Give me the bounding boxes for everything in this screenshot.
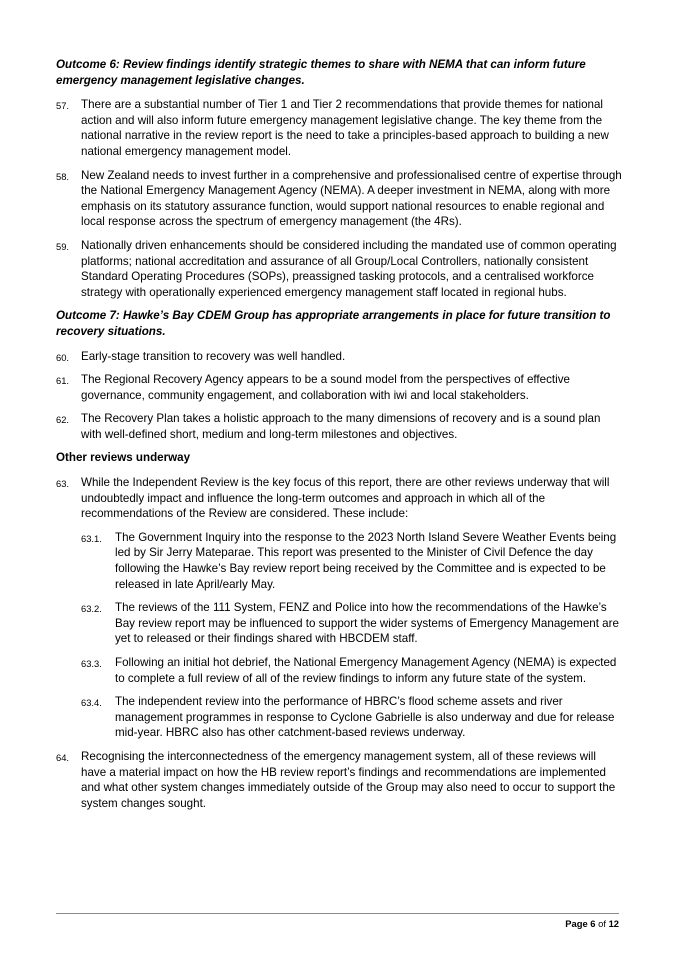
paragraph-text: While the Independent Review is the key focus of this report, there are other reviews underway that will undoubtedly impact and influence the long-term outcomes and approach in which all of the recommendations of the Review are considered. These include:: [81, 476, 610, 521]
paragraph-number: 61.: [56, 375, 70, 387]
subparagraph-text: The reviews of the 111 System, FENZ and Police into how the recommendations of the Hawke’s Bay review report may be influenced to support the wider systems of Emergency Management are yet to released or their findings shared with HBCDEM staff.: [115, 601, 619, 646]
subparagraph-text: The independent review into the performance of HBRC’s flood scheme assets and river management programmes in response to Cyclone Gabrielle is also underway and due for release mid-year. HBRC also has other catchment-based reviews underway.: [115, 695, 615, 740]
paragraph-59: [56, 238, 622, 300]
page-number: 6: [590, 918, 596, 929]
paragraph-number: 57.: [56, 100, 70, 112]
footer-divider: [56, 913, 619, 914]
paragraph-number: 58.: [56, 170, 70, 182]
paragraph-63-4: [56, 694, 622, 741]
paragraph-number: 59.: [56, 240, 70, 252]
page-label: Page: [565, 918, 588, 929]
page-footer: [565, 918, 619, 929]
of-label: of: [598, 918, 606, 929]
paragraph-text: Early-stage transition to recovery was well handled.: [81, 349, 346, 363]
paragraph-57: [56, 97, 622, 159]
paragraph-58: [56, 168, 622, 230]
outcome-7-heading: Outcome 7: Hawke’s Bay CDEM Group has appropriate arrangements in place for future transition to recovery situations.: [56, 309, 611, 338]
paragraph-number: 62.: [56, 414, 70, 426]
paragraph-text: Recognising the interconnectedness of the emergency management system, all of these reviews will have a material impact on how the HB review report’s findings and recommendations are implemented and what other system changes immediately outside of the Group may also need to occur to support the system changes sought.: [81, 749, 616, 810]
subparagraph-number: 63.3.: [81, 658, 102, 669]
paragraph-text: The Recovery Plan takes a holistic approach to the many dimensions of recovery and is a sound plan with well-defined short, medium and long-term milestones and objectives.: [81, 412, 601, 441]
paragraph-text: There are a substantial number of Tier 1 and Tier 2 recommendations that provide themes for national action and will also inform future emergency management legislative change. The key theme from the national narrative in the review report is the need to take a principles-based approach to building a new national emergency management model.: [81, 98, 609, 158]
paragraph-text: The Regional Recovery Agency appears to be a sound model from the perspectives of effective governance, community engagement, and collaboration with iwi and local stakeholders.: [81, 373, 570, 402]
paragraph-62: [56, 411, 622, 442]
subparagraph-text: The Government Inquiry into the response to the 2023 North Island Severe Weather Events being led by Sir Jerry Mateparae. This report was presented to the Minister of Civil Defence the day following the Hawke’s Bay review report being received by the Committee and is expected to be released in late April/early May.: [115, 530, 617, 591]
outcome-6-heading: Outcome 6: Review findings identify strategic themes to share with NEMA that can inform future emergency management legislative changes.: [56, 58, 586, 87]
paragraph-63-3: [56, 655, 622, 686]
paragraph-61: [56, 372, 622, 403]
subparagraph-number: 63.1.: [81, 532, 102, 544]
paragraph-63: [56, 475, 622, 522]
paragraph-63-2: [56, 600, 622, 647]
page-content: [56, 57, 622, 819]
paragraph-63-1: [56, 530, 622, 592]
other-reviews-heading: Other reviews underway: [56, 451, 191, 465]
paragraph-number: 64.: [56, 751, 70, 763]
paragraph-number: 63.: [56, 478, 70, 490]
subparagraph-text: Following an initial hot debrief, the National Emergency Management Agency (NEMA) is expected to complete a full review of all of the review findings to inform any future state of the system.: [115, 656, 617, 685]
subparagraph-number: 63.2.: [81, 603, 102, 615]
paragraph-64: [56, 749, 622, 811]
paragraph-text: New Zealand needs to invest further in a comprehensive and professionalised centre of expertise through the National Emergency Management Agency (NEMA). A deeper investment in NEMA, along with more emphasis on its statutory assurance function, would support national resources to enable regional and local response across the spectrum of emergency management (the 4Rs).: [81, 168, 622, 229]
subparagraph-number: 63.4.: [81, 697, 102, 709]
paragraph-number: 60.: [56, 351, 70, 363]
total-pages: 12: [608, 918, 619, 929]
paragraph-60: [56, 349, 622, 365]
paragraph-text: Nationally driven enhancements should be considered including the mandated use of common operating platforms; national accreditation and assurance of all Group/Local Controllers, nationally consistent Standard Operating Procedures (SOPs), preassigned tasking protocols, and a centralised workforce strategy with operationally experienced emergency management staff located in regional hubs.: [81, 238, 617, 299]
